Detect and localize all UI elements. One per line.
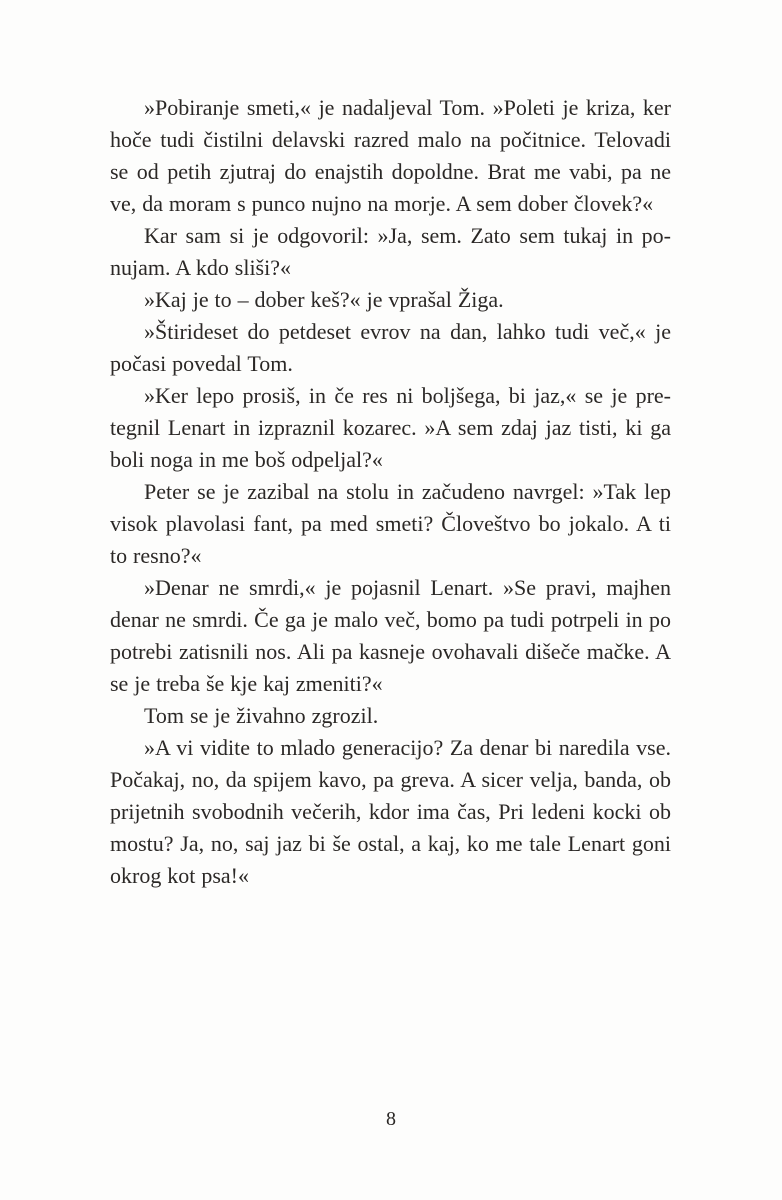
paragraph: »Ker lepo prosiš, in če res ni boljšega, bi jaz,« se je pretegnil Lenart in izpraznil kozarec. »A sem zdaj jaz tisti, ki ga boli noga in me boš odpeljal?« <box>110 383 671 472</box>
page-number: 8 <box>386 1108 396 1130</box>
paragraph: »Kaj je to – dober keš?« je vprašal Žiga. <box>144 287 504 312</box>
paragraph: Peter se je zazibal na stolu in začudeno navrgel: »Tak lep visok plavolasi fant, pa med smeti? Človeštvo bo jokalo. A ti to resno?« <box>110 479 671 568</box>
paragraph: »Pobiranje smeti,« je nadaljeval Tom. »Poleti je kriza, ker hoče tudi čistilni delavski razred malo na počitnice. Telovadi se od petih zjutraj do enajstih dopoldne. Brat me vabi, pa ne ve, da moram s punco nujno na morje. A sem dober človek?« <box>110 95 671 216</box>
paragraph: »A vi vidite to mlado generacijo? Za denar bi naredila vse. Počakaj, no, da spijem kavo, pa greva. A sicer velja, banda, ob prijetnih svobodnih večerih, kdor ima čas, Pri ledeni kocki ob mostu? Ja, no, saj jaz bi še ostal, a kaj, ko me tale Lenart goni okrog kot psa!« <box>110 735 671 888</box>
paragraph: Kar sam si je odgovoril: »Ja, sem. Zato sem tukaj in ponujam. A kdo sliši?« <box>110 223 671 280</box>
paragraph: »Štirideset do petdeset evrov na dan, lahko tudi več,« je počasi povedal Tom. <box>110 319 671 376</box>
paragraph: »Denar ne smrdi,« je pojasnil Lenart. »Se pravi, majhen denar ne smrdi. Če ga je malo več, bomo pa tudi potrpeli in po potrebi zatisnili nos. Ali pa kasneje ovohavali dišeče mačke. A se je treba še kje kaj zmeniti?« <box>110 575 671 696</box>
paragraph: Tom se je živahno zgrozil. <box>144 703 379 728</box>
page-text <box>110 92 671 892</box>
